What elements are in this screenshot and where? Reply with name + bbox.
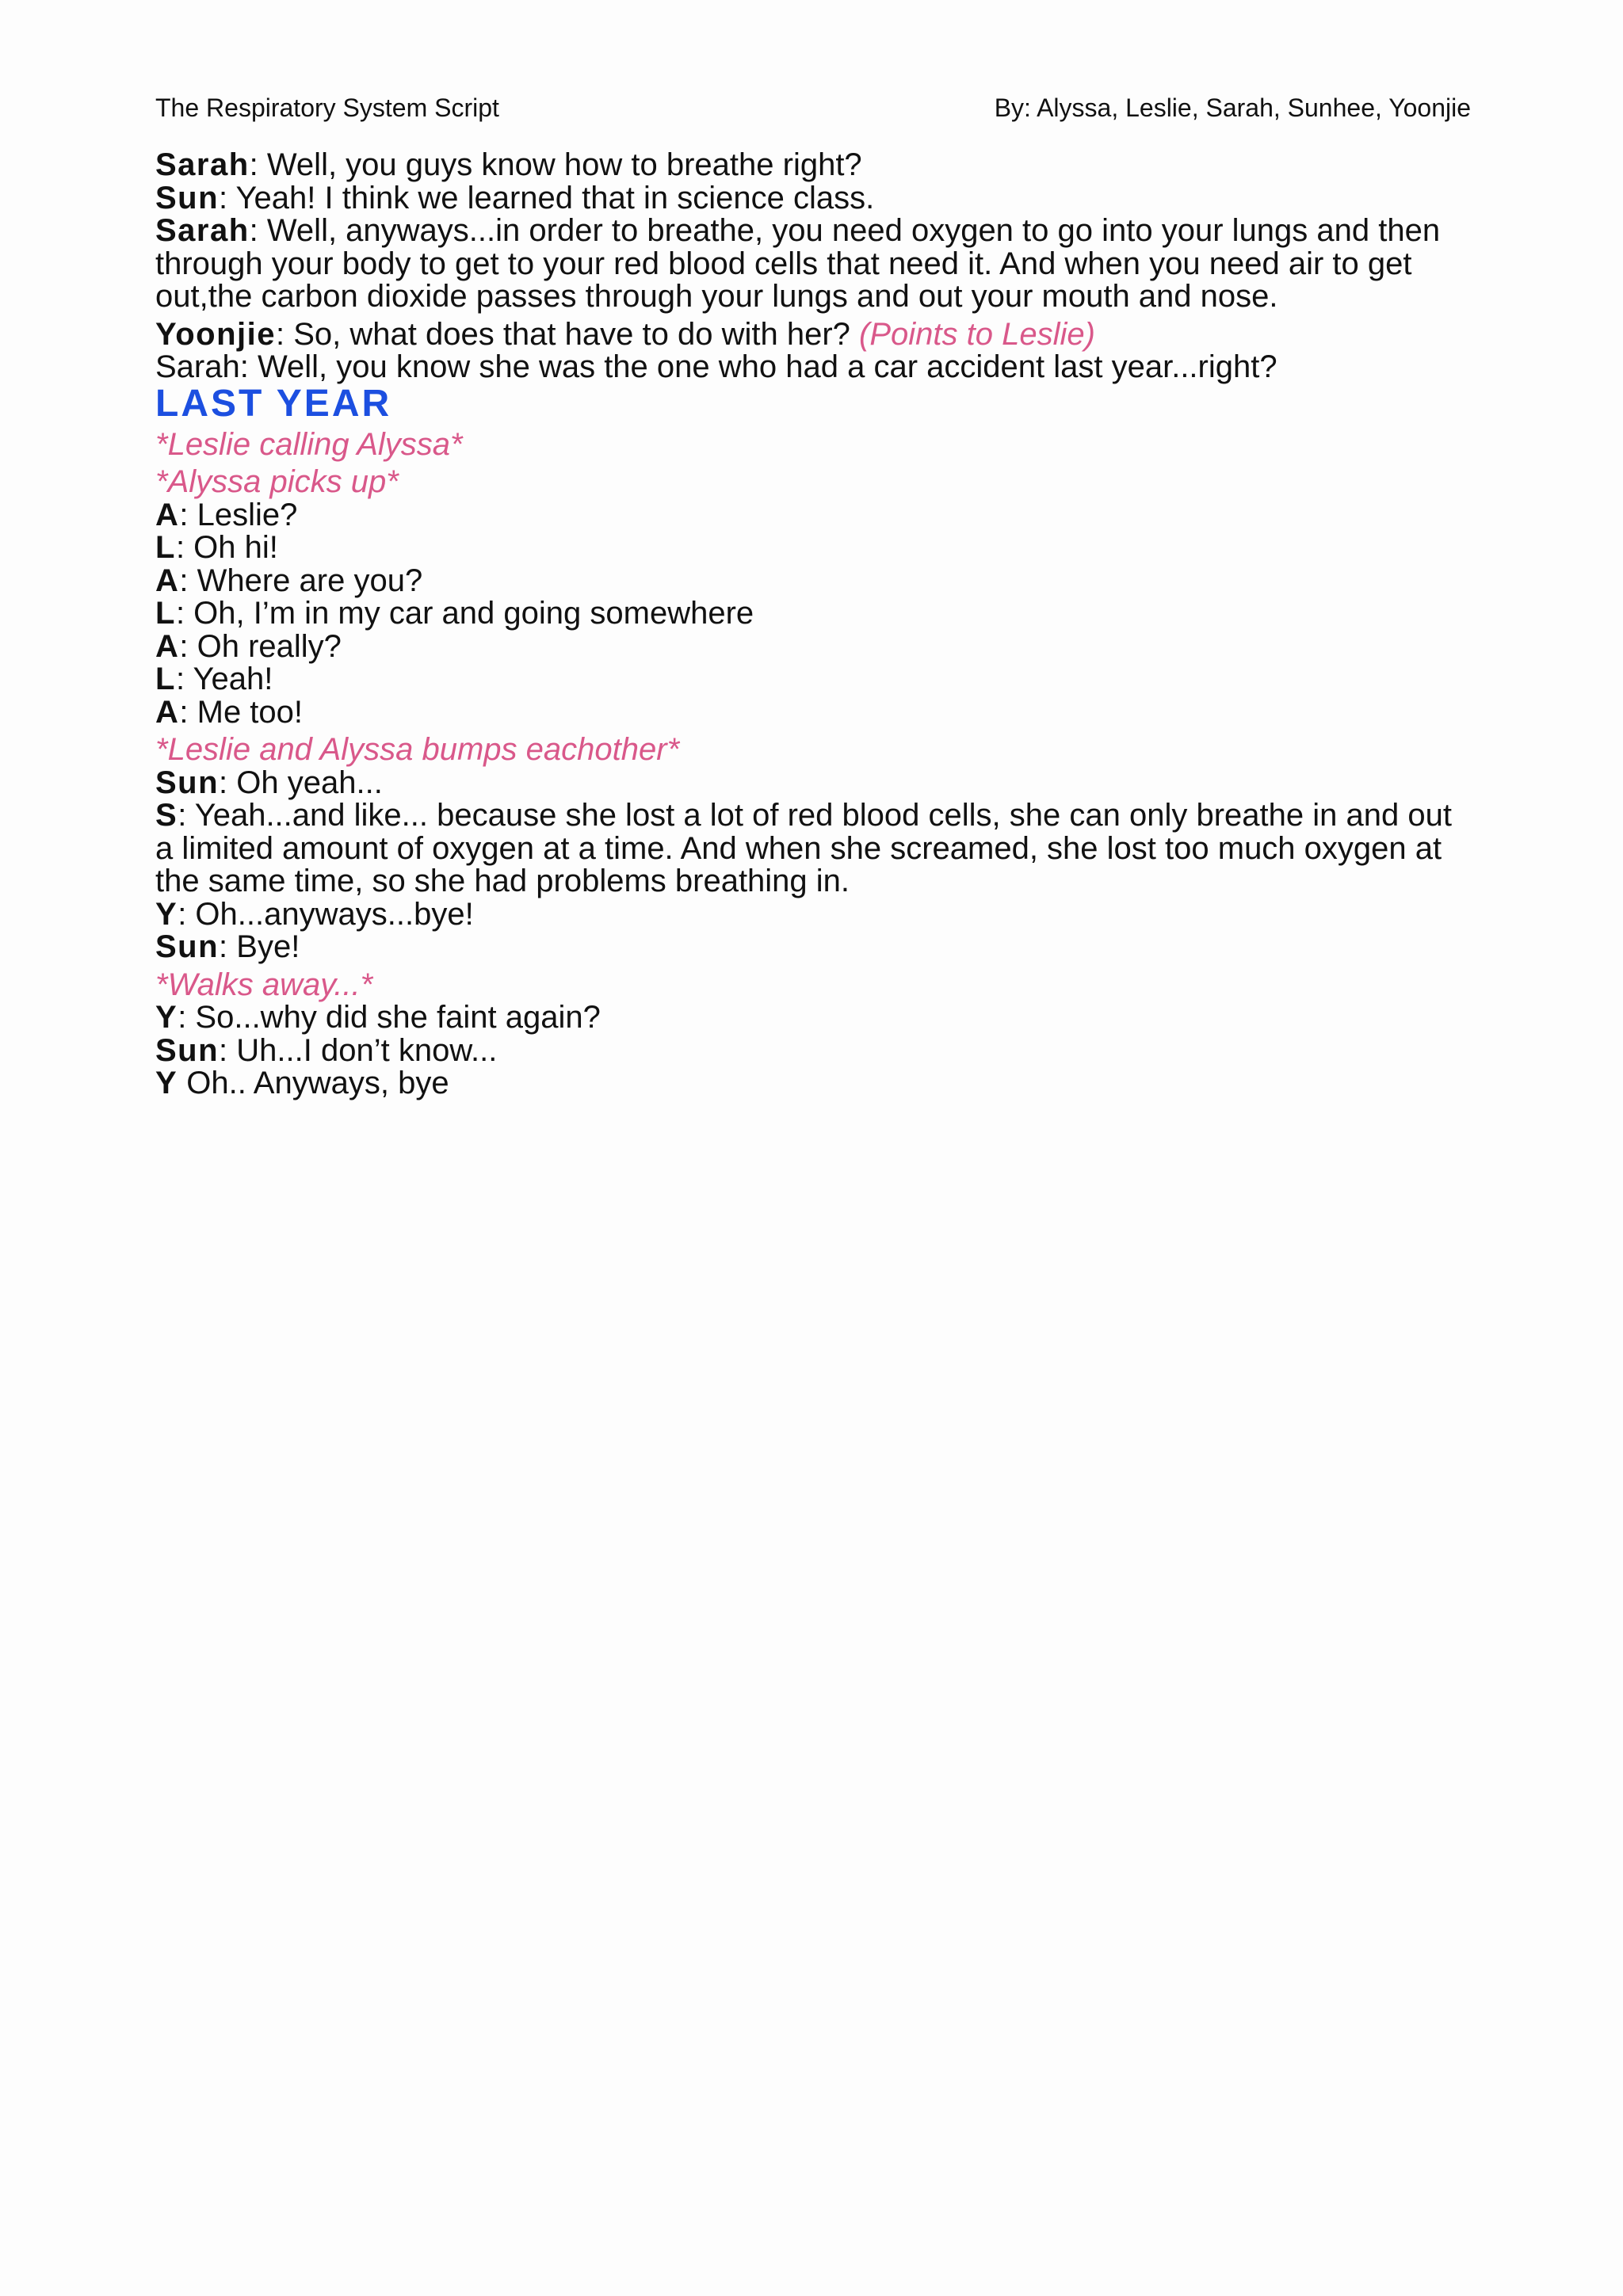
dialogue-line — [155, 898, 1471, 932]
speaker-name: Sun — [155, 180, 220, 215]
dialogue-line — [155, 1001, 1471, 1035]
dialogue-line — [155, 628, 1471, 664]
dialogue-text: : Where are you? — [179, 563, 423, 598]
dialogue-text: : Oh, I’m in my car and going somewhere — [175, 596, 754, 631]
speaker-name: L — [155, 596, 176, 631]
dialogue-line — [155, 532, 1471, 565]
dialogue-text: : Oh...anyways...bye! — [178, 896, 474, 932]
speaker-name: S — [155, 798, 178, 833]
speaker-name: A — [155, 497, 180, 532]
dialogue-line — [155, 767, 1471, 800]
speaker-name: Y — [155, 1000, 178, 1035]
speaker-name: A — [155, 694, 180, 730]
dialogue-text: Oh.. Anyways, bye — [178, 1066, 449, 1100]
stage-direction: *Leslie calling Alyssa* — [155, 426, 463, 462]
dialogue-text: : Well, anyways...in order to breathe, you need oxygen to go into your lungs and then through your body to get to your red blood cells that need it. And when you need air to get out,the carbon dioxide passes through your lungs and out your mouth and nose. — [155, 213, 1441, 314]
dialogue-text: : So, what does that have to do with her? — [275, 316, 859, 352]
document-title: The Respiratory System Script — [155, 93, 499, 122]
stage-direction: *Leslie and Alyssa bumps eachother* — [155, 732, 680, 767]
dialogue-line — [155, 351, 1471, 384]
dialogue-text: : Uh...I don’t know... — [219, 1032, 498, 1068]
section-heading: LAST YEAR — [155, 382, 392, 425]
dialogue-line — [155, 215, 1471, 314]
speaker-name: L — [155, 662, 176, 696]
dialogue-line — [155, 1067, 1471, 1100]
dialogue-line — [155, 597, 1471, 631]
dialogue-text: : Well, you guys know how to breathe right? — [249, 147, 862, 182]
script-body — [155, 149, 1471, 1100]
dialogue-line — [155, 799, 1471, 898]
script-page — [155, 0, 1471, 2296]
dialogue-line — [155, 182, 1471, 215]
speaker-name: A — [155, 628, 180, 664]
speaker-name: L — [155, 530, 176, 565]
dialogue-text: : So...why did she faint again? — [178, 1000, 601, 1035]
stage-direction: *Alyssa picks up* — [155, 464, 399, 499]
speaker-name: Sun — [155, 929, 220, 964]
stage-direction: (Points to Leslie) — [859, 316, 1095, 352]
dialogue-text: : Oh yeah... — [219, 765, 383, 800]
dialogue-text: : Yeah...and like... because she lost a lot of red blood cells, she can only breathe in and out a limited amount of oxygen at a time. And when she screamed, she lost too much oxygen at the same time, so she had problems breathing in. — [155, 798, 1452, 898]
speaker-name: Yoonjie — [155, 316, 276, 352]
dialogue-line — [155, 1032, 1471, 1068]
dialogue-line — [155, 931, 1471, 964]
speaker-name: Sarah — [155, 147, 250, 182]
dialogue-text: : Oh really? — [179, 628, 342, 664]
document-authors: By: Alyssa, Leslie, Sarah, Sunhee, Yoonjie — [994, 93, 1471, 122]
dialogue-line — [155, 149, 1471, 182]
speaker-name: Sun — [155, 1032, 220, 1068]
dialogue-line — [155, 696, 1471, 730]
speaker-name: Y — [155, 1066, 178, 1100]
dialogue-text: : Yeah! I think we learned that in science class. — [219, 180, 875, 215]
stage-direction: *Walks away...* — [155, 967, 373, 1002]
dialogue-text: : Leslie? — [179, 497, 298, 532]
dialogue-text: : Yeah! — [175, 662, 273, 696]
dialogue-line — [155, 318, 1471, 352]
speaker-name: A — [155, 563, 180, 598]
speaker-name: Y — [155, 896, 178, 932]
dialogue-text: : Bye! — [219, 929, 300, 964]
speaker-name: Sarah — [155, 213, 250, 248]
dialogue-text: Sarah: Well, you know she was the one who had a car accident last year...right? — [155, 349, 1277, 384]
dialogue-text: : Oh hi! — [175, 530, 278, 565]
dialogue-line — [155, 663, 1471, 696]
dialogue-line — [155, 565, 1471, 598]
dialogue-text: : Me too! — [179, 694, 304, 730]
dialogue-line — [155, 499, 1471, 532]
speaker-name: Sun — [155, 765, 220, 800]
